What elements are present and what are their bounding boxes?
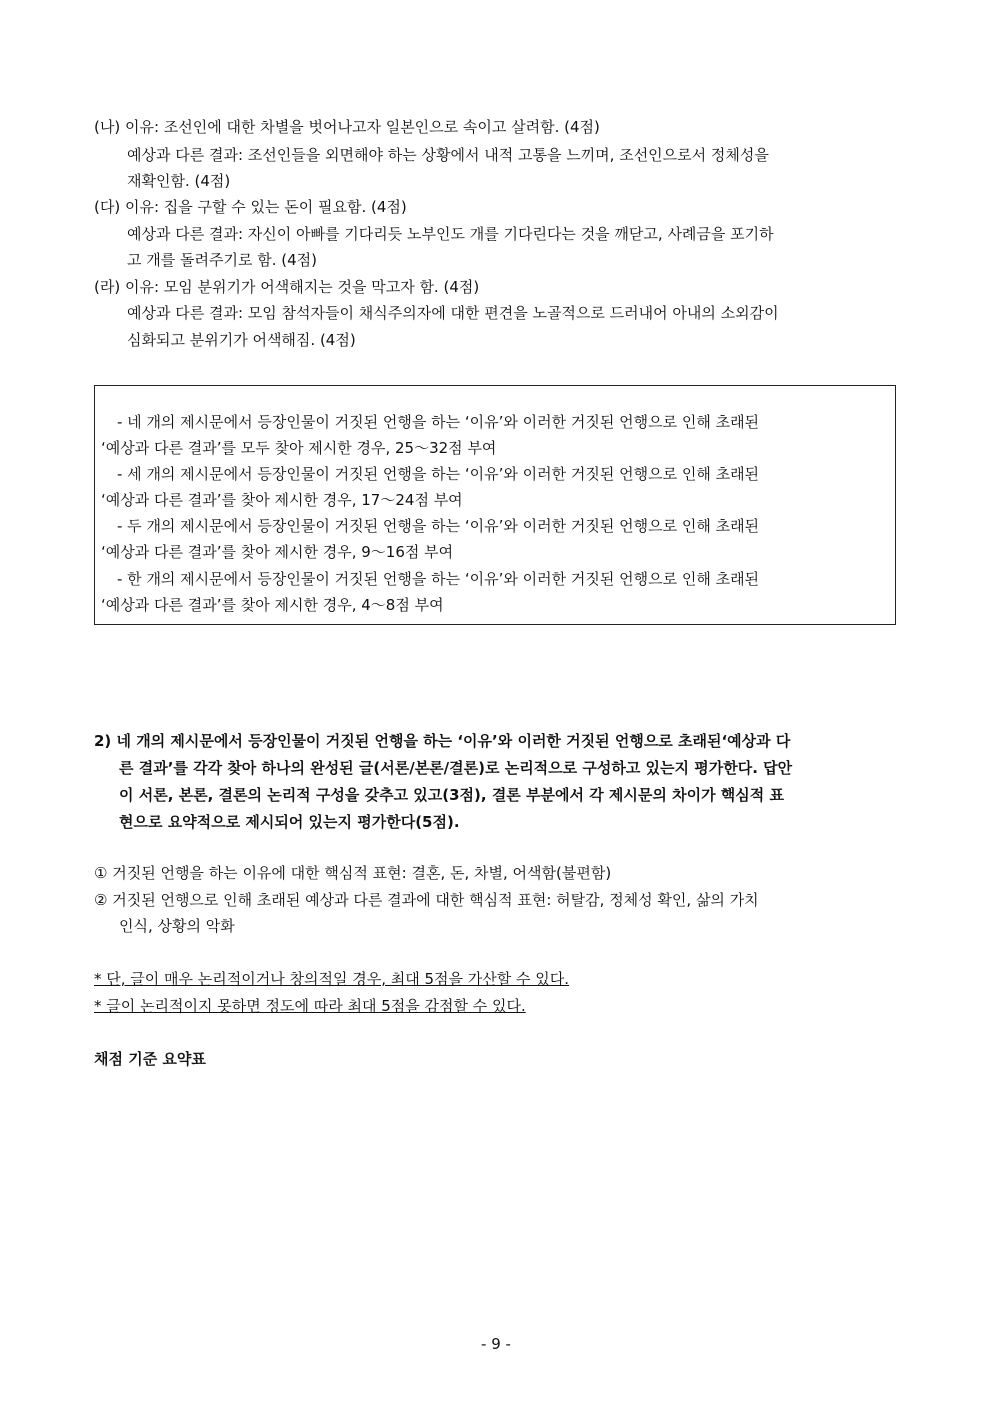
summary-table-heading: 채점 기준 요약표: [94, 1050, 206, 1068]
key-expression-item-2-cont: 인식, 상황의 악화: [119, 917, 235, 935]
criteria-4-line1: - 네 개의 제시문에서 등장인물이 거짓된 언행을 하는 ‘이유’와 이러한 거짓된 언행으로 인해 초래된: [117, 413, 760, 431]
criteria-2-line1: - 두 개의 제시문에서 등장인물이 거짓된 언행을 하는 ‘이유’와 이러한 거짓된 언행으로 인해 초래된: [117, 517, 760, 535]
scoring-criteria-box: [94, 385, 896, 625]
criteria-4-line2: ‘예상과 다른 결과’를 모두 찾아 제시한 경우, 25～32점 부여: [101, 439, 497, 457]
answer-ra-result-cont: 심화되고 분위기가 어색해짐. (4점): [127, 331, 356, 349]
section2-line2: 른 결과’를 각각 찾아 하나의 완성된 글(서론/본론/결론)로 논리적으로 구성하고 있는지 평가한다. 답안: [119, 759, 793, 777]
section2-line4: 현으로 요약적으로 제시되어 있는지 평가한다(5점).: [119, 813, 460, 831]
section2-line3: 이 서론, 본론, 결론의 논리적 구성을 갖추고 있고(3점), 결론 부분에서 각 제시문의 차이가 핵심적 표: [119, 786, 784, 804]
answer-ra-result: 예상과 다른 결과: 모임 참석자들이 채식주의자에 대한 편견을 노골적으로 드러내어 아내의 소외감이: [127, 304, 779, 322]
answer-na-result: 예상과 다른 결과: 조선인들을 외면해야 하는 상황에서 내적 고통을 느끼며, 조선인으로서 정체성을: [127, 146, 769, 164]
answer-da-result: 예상과 다른 결과: 자신이 아빠를 기다리듯 노부인도 개를 기다린다는 것을 깨닫고, 사례금을 포기하: [127, 225, 774, 243]
answer-da-reason: (다) 이유: 집을 구할 수 있는 돈이 필요함. (4점): [94, 198, 407, 216]
key-expression-item-2: ② 거짓된 언행으로 인해 초래된 예상과 다른 결과에 대한 핵심적 표현: 허탈감, 정체성 확인, 삶의 가치: [94, 891, 759, 909]
answer-na-result-cont: 재확인함. (4점): [127, 172, 231, 190]
answer-da-result-cont: 고 개를 돌려주기로 함. (4점): [127, 251, 317, 269]
criteria-1-line2: ‘예상과 다른 결과’를 찾아 제시한 경우, 4～8점 부여: [101, 596, 444, 614]
deduction-note: * 글이 논리적이지 못하면 정도에 따라 최대 5점을 감점할 수 있다.: [94, 997, 526, 1015]
criteria-3-line2: ‘예상과 다른 결과’를 찾아 제시한 경우, 17～24점 부여: [101, 491, 463, 509]
criteria-1-line1: - 한 개의 제시문에서 등장인물이 거짓된 언행을 하는 ‘이유’와 이러한 거짓된 언행으로 인해 초래된: [117, 570, 760, 588]
key-expression-item-1: ① 거짓된 언행을 하는 이유에 대한 핵심적 표현: 결혼, 돈, 차별, 어색함(불편함): [94, 864, 612, 882]
section2-line1: 2) 네 개의 제시문에서 등장인물이 거짓된 언행을 하는 ‘이유’와 이러한 거짓된 언행으로 초래된‘예상과 다: [94, 732, 791, 750]
criteria-3-line1: - 세 개의 제시문에서 등장인물이 거짓된 언행을 하는 ‘이유’와 이러한 거짓된 언행으로 인해 초래된: [117, 465, 760, 483]
answer-ra-reason: (라) 이유: 모임 분위기가 어색해지는 것을 막고자 함. (4점): [94, 278, 480, 296]
answer-na-reason: (나) 이유: 조선인에 대한 차별을 벗어나고자 일본인으로 속이고 살려함. (4점): [94, 118, 600, 136]
bonus-note: * 단, 글이 매우 논리적이거나 창의적일 경우, 최대 5점을 가산할 수 있다.: [94, 970, 570, 988]
criteria-2-line2: ‘예상과 다른 결과’를 찾아 제시한 경우, 9～16점 부여: [101, 543, 454, 561]
page-number: - 9 -: [481, 1335, 511, 1353]
